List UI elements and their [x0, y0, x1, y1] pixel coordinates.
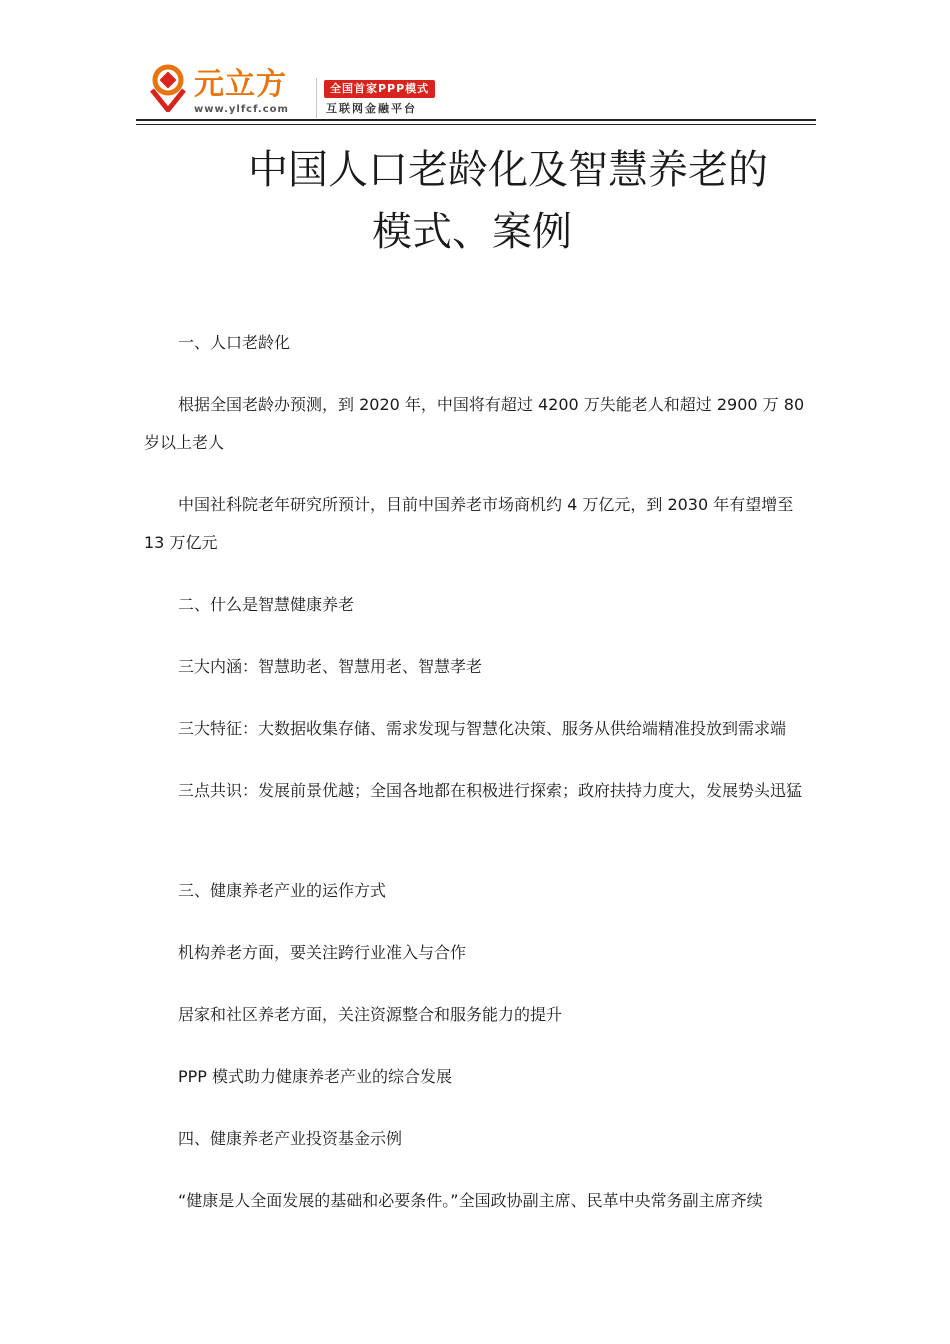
logo-name: 元立方 — [194, 67, 287, 102]
section-heading-aging: 一、人口老龄化 — [178, 333, 291, 352]
section-heading-operation: 三、健康养老产业的运作方式 — [178, 881, 387, 900]
paragraph-forecast: 根据全国老龄办预测，到 2020 年，中国将有超过 4200 万失能老人和超过 2900 万 80 岁以上老人 — [144, 395, 805, 452]
paragraph-market: 中国社科院老年研究所预计，目前中国养老市场商机约 4 万亿元，到 2030 年有望增至 13 万亿元 — [144, 495, 794, 552]
paragraph-quote: “健康是人全面发展的基础和必要条件。”全国政协副主席、民革中央常务副主席齐续 — [178, 1191, 763, 1210]
document-title — [136, 140, 916, 262]
logo-divider — [316, 78, 317, 118]
paragraph-three-features: 三大特征：大数据收集存储、需求发现与智慧化决策、服务从供给端精准投放到需求端 — [178, 719, 787, 738]
logo-url: www.ylfcf.com — [194, 104, 289, 115]
slogan-subtitle: 互联网金融平台 — [326, 102, 417, 115]
paragraph-ppp: PPP 模式助力健康养老产业的综合发展 — [178, 1067, 453, 1086]
slogan-badge: 全国首家PPP模式 — [324, 80, 435, 98]
logo-icon — [148, 64, 188, 112]
header-rule-thick — [136, 119, 816, 121]
paragraph-three-consensus: 三点共识：发展前景优越；全国各地都在积极进行探索；政府扶持力度大，发展势头迅猛 — [178, 781, 803, 800]
paragraph-community-care: 居家和社区养老方面，关注资源整合和服务能力的提升 — [178, 1005, 563, 1024]
paragraph-three-connotations: 三大内涵：智慧助老、智慧用老、智慧孝老 — [178, 657, 483, 676]
document-header — [136, 60, 816, 122]
paragraph-institutional-care: 机构养老方面，要关注跨行业准入与合作 — [178, 943, 467, 962]
title-line-1: 中国人口老龄化及智慧养老的 — [248, 147, 768, 193]
section-heading-smart-elderly-care: 二、什么是智慧健康养老 — [178, 595, 355, 614]
section-heading-fund-example: 四、健康养老产业投资基金示例 — [178, 1129, 403, 1148]
header-rule-thin — [136, 124, 816, 125]
title-line-2: 模式、案例 — [372, 209, 572, 255]
